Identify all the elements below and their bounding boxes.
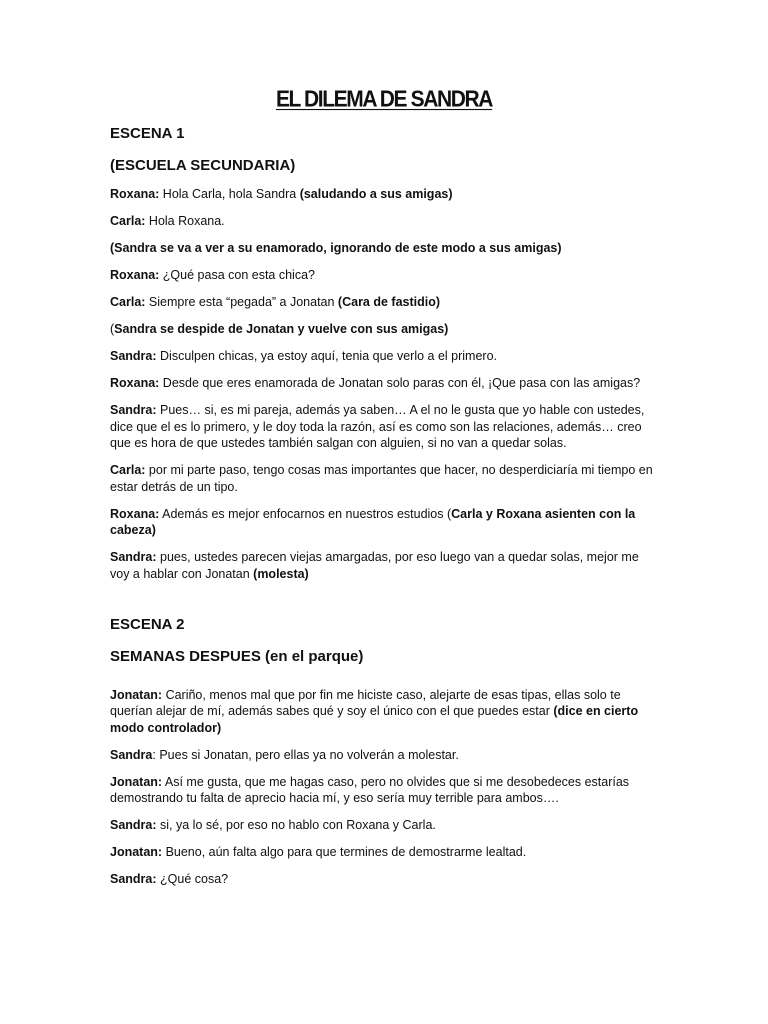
dialogue-line xyxy=(110,844,655,861)
scene-1-heading: ESCENA 1 xyxy=(110,125,185,142)
document-title: EL DILEMA DE SANDRA xyxy=(275,86,493,113)
dialogue-line xyxy=(110,402,655,452)
stage-direction-line xyxy=(110,240,655,257)
line-text: Pues… si, es mi pareja, además ya saben… A el no le gusta que yo hable con ustedes, dice que el es lo primero, y le doy toda la razón, así es como son las relaciones, además… creo que es hora de que ustedes también salgan con alguien, si no van a quedar solas. xyxy=(110,403,645,450)
speaker-name: Sandra: xyxy=(110,550,157,564)
dialogue-line xyxy=(110,549,655,582)
stage-direction-line xyxy=(110,321,655,338)
stage-direction: (Cara de fastidio) xyxy=(337,295,441,309)
line-text: Bueno, aún falta algo para que termines de demostrarme lealtad. xyxy=(162,845,527,859)
speaker-name: Sandra: xyxy=(110,349,157,363)
line-text: Desde que eres enamorada de Jonatan solo paras con él, ¡Que pasa con las amigas? xyxy=(159,376,641,390)
speaker-name: Sandra xyxy=(110,747,153,762)
dialogue-line xyxy=(110,375,655,392)
line-text: Hola Carla, hola Sandra xyxy=(159,187,300,201)
stage-direction: (saludando a sus amigas) xyxy=(299,187,453,201)
line-text: Así me gusta, que me hagas caso, pero no olvides que si me desobedeces estarías demostrando tu falta de aprecio hacia mí, y eso sería muy terrible para ambos…. xyxy=(110,774,630,805)
line-text: si, ya lo sé, por eso no hablo con Roxana y Carla. xyxy=(156,818,436,832)
stage-direction: Carla y Roxana asienten con la cabeza) xyxy=(110,506,636,537)
scene-2-dialogue xyxy=(110,687,655,888)
speaker-name: Roxana: xyxy=(110,187,160,201)
dialogue-line xyxy=(110,213,655,230)
stage-direction: Sandra se despide de Jonatan y vuelve con sus amigas) xyxy=(114,322,449,336)
line-text: ( xyxy=(110,322,115,336)
dialogue-line xyxy=(110,462,655,495)
speaker-name: Roxana: xyxy=(110,376,160,390)
line-text: ¿Qué cosa? xyxy=(156,872,229,886)
dialogue-line xyxy=(110,871,655,888)
speaker-name: Roxana: xyxy=(110,506,160,521)
speaker-name: Carla: xyxy=(110,214,146,228)
speaker-name: Jonatan: xyxy=(110,845,163,859)
line-text: Disculpen chicas, ya estoy aquí, tenia que verlo a el primero. xyxy=(156,349,498,363)
document-body xyxy=(110,124,655,898)
speaker-name: Jonatan: xyxy=(110,687,163,702)
setting-spacer xyxy=(110,677,655,687)
speaker-name: Sandra: xyxy=(110,872,157,886)
dialogue-line xyxy=(110,747,655,764)
scene-1-dialogue xyxy=(110,186,655,582)
speaker-name: Carla: xyxy=(110,295,146,309)
line-text: Siempre esta “pegada” a Jonatan xyxy=(145,295,338,309)
line-text: Además es mejor enfocarnos en nuestros estudios ( xyxy=(159,506,452,521)
dialogue-line xyxy=(110,687,655,737)
dialogue-line xyxy=(110,186,655,203)
dialogue-line xyxy=(110,774,655,807)
line-text: por mi parte paso, tengo cosas mas importantes que hacer, no desperdiciaría mi tiempo en estar detrás de un tipo. xyxy=(110,463,653,494)
line-text: : Pues si Jonatan, pero ellas ya no volverán a molestar. xyxy=(152,747,459,762)
line-text: Hola Roxana. xyxy=(145,214,225,228)
stage-direction: (Sandra se va a ver a su enamorado, ignorando de este modo a sus amigas) xyxy=(110,241,562,255)
speaker-name: Sandra: xyxy=(110,403,157,417)
line-text: Cariño, menos mal que por fin me hiciste caso, alejarte de esas tipas, ellas solo te querían alejar de mí, además sabes qué y soy el único con el que puedes estar xyxy=(110,687,621,718)
scene-1-setting: (ESCUELA SECUNDARIA) xyxy=(110,157,296,174)
scene-2-setting: SEMANAS DESPUES (en el parque) xyxy=(110,647,364,665)
stage-direction: (molesta) xyxy=(253,566,309,581)
dialogue-line xyxy=(110,348,655,365)
dialogue-line xyxy=(110,267,655,284)
stage-direction: (dice en cierto modo controlador) xyxy=(110,704,639,735)
line-text: ¿Qué pasa con esta chica? xyxy=(159,268,315,282)
scene-spacer xyxy=(110,593,655,615)
scene-2-heading: ESCENA 2 xyxy=(110,615,185,633)
speaker-name: Roxana: xyxy=(110,268,160,282)
speaker-name: Sandra: xyxy=(110,818,157,832)
speaker-name: Jonatan: xyxy=(110,774,163,789)
speaker-name: Carla: xyxy=(110,463,146,477)
dialogue-line xyxy=(110,294,655,311)
line-text: pues, ustedes parecen viejas amargadas, por eso luego van a quedar solas, mejor me voy a hablar con Jonatan xyxy=(110,550,639,581)
dialogue-line xyxy=(110,506,655,539)
dialogue-line xyxy=(110,817,655,834)
